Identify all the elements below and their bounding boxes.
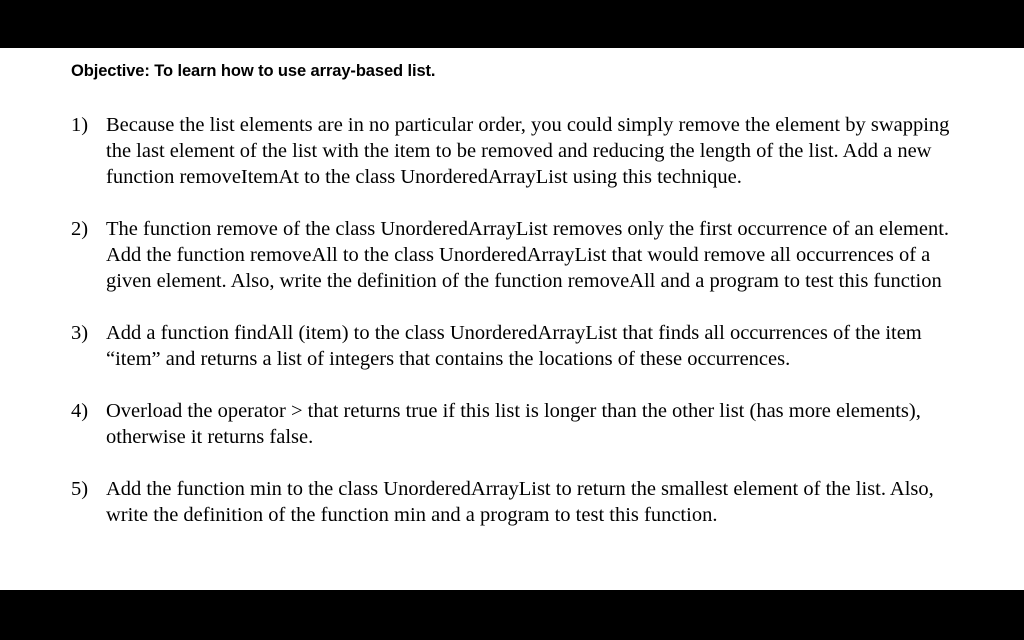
exercise-list — [71, 112, 971, 554]
exercise-text: Add a function findAll (item) to the class UnorderedArrayList that finds all occurrences of the item “item” and returns a list of integers that contains the locations of these occurrences. — [106, 322, 922, 370]
exercise-number: 2) — [71, 218, 89, 240]
exercise-item-4 — [71, 398, 971, 450]
document-page — [0, 48, 1024, 590]
objective-heading: Objective: To learn how to use array-based list. — [71, 62, 436, 80]
exercise-item-5 — [71, 476, 971, 528]
exercise-item-2 — [71, 216, 971, 294]
exercise-text: Because the list elements are in no particular order, you could simply remove the element by swapping the last element of the list with the item to be removed and reducing the length of the list. Add a new function removeItemAt to the class UnorderedArrayList using this technique. — [106, 114, 950, 188]
exercise-text: Add the function min to the class UnorderedArrayList to return the smallest element of the list. Also, write the definition of the function min and a program to test this function. — [106, 478, 934, 526]
exercise-number: 5) — [71, 478, 89, 500]
exercise-number: 4) — [71, 400, 89, 422]
exercise-item-3 — [71, 320, 971, 372]
exercise-text: The function remove of the class UnorderedArrayList removes only the first occurrence of an element. Add the function removeAll to the class UnorderedArrayList that would remove all occurrences of a given element. Also, write the definition of the function removeAll and a program to test this function — [106, 218, 950, 292]
exercise-text: Overload the operator > that returns true if this list is longer than the other list (has more elements), otherwise it returns false. — [106, 400, 921, 448]
exercise-item-1 — [71, 112, 971, 190]
exercise-number: 1) — [71, 114, 89, 136]
exercise-number: 3) — [71, 322, 89, 344]
